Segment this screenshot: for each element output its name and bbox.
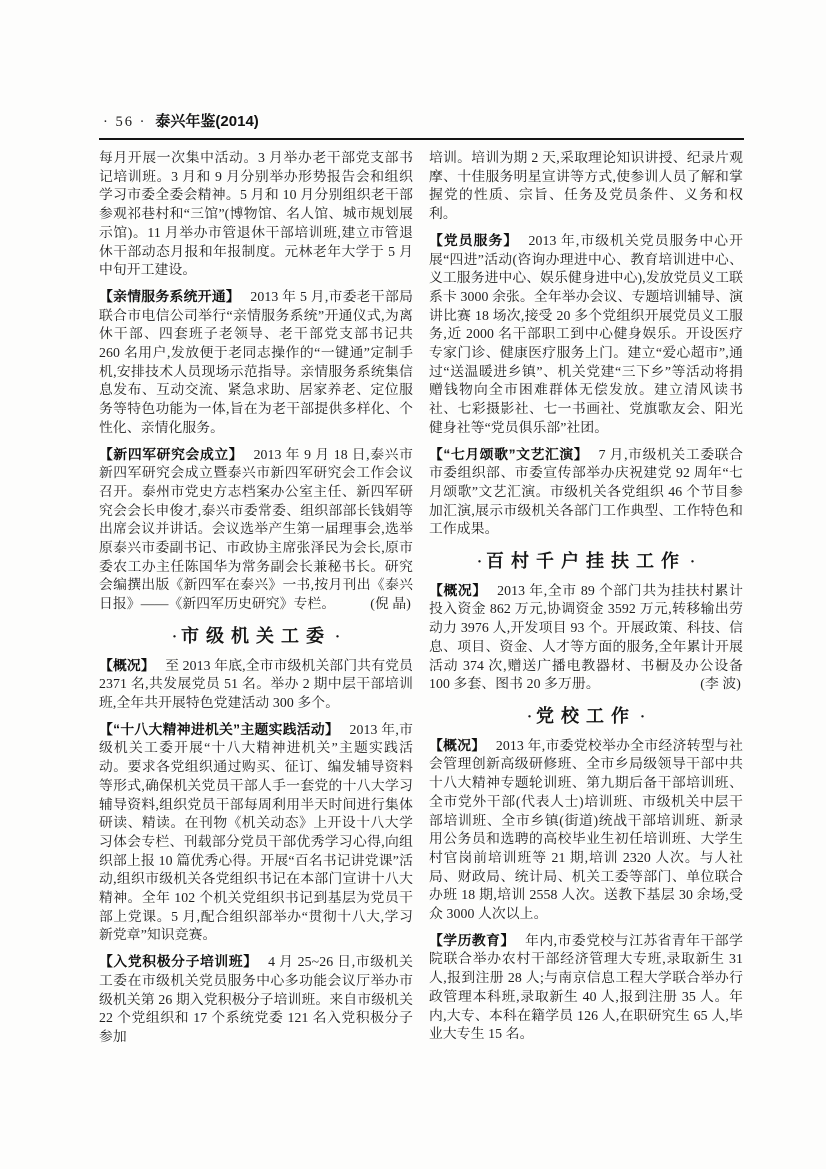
entry-label: 【学历教育】 [429, 932, 515, 948]
entry-xinsijun [99, 446, 413, 614]
entry-label: 【“七月颂歌”文艺汇演】 [429, 446, 589, 462]
entry-text: 4 月 25~26 日,市级机关工委在市级机关党员服务中心多功能会议厅举办市级机关第 26 期入党积极分子培训班。来自市级机关 22 个党组织和 17 个系统党委 121 名入党积极分子参加 [99, 954, 413, 1044]
entry-gaikuang-guafu [429, 582, 743, 694]
section-title-dangxiao-gongzuo [429, 707, 743, 727]
entry-xueli-jiaoyu [429, 932, 743, 1044]
entry-text: 2013 年 9 月 18 日,泰兴市新四军研究会成立暨泰兴市新四军研究会工作会议召开。泰州市党史方志档案办公室主任、新四军研究会会长申俊才,泰兴市委常委、组织部部长钱娟等出席会议并讲话。会议选举产生第一届理事会,选举原泰兴市委副书记、市政协主席张泽民为会长,原市委农工办主任陈国华为常务副会长兼秘书长。研究会编撰出版《新四军在泰兴》一书,按月刊出《泰兴日报》——《新四军历史研究》专栏。 [99, 446, 413, 612]
title-dot-right: · [690, 554, 696, 571]
section-title-baicun-qianhu [429, 552, 743, 572]
title-dot-right: · [335, 628, 341, 645]
section-title-text: 百村千户挂扶工作 [486, 551, 686, 572]
entry-label: 【入党积极分子培训班】 [99, 954, 258, 970]
entry-paragraph [99, 446, 413, 614]
entry-label: 【党员服务】 [429, 232, 519, 248]
entry-text: 年内,市委党校与江苏省青年干部学院联合举办农村干部经济管理大专班,录取新生 31 人,报到注册 28 人;与南京信息工程大学联合举办行政管理本科班,录取新生 40 人,报到注册 35 人。年内,大专、本科在籍学员 126 人,在职研究生 65 人,毕业大专生 15 名。 [429, 932, 743, 1042]
author-attribution: (倪 晶) [370, 596, 411, 612]
entry-text: 7 月,市级机关工委联合市委组织部、市委宣传部举办庆祝建党 92 周年“七月颂歌”文艺汇演。市级机关各党组织 46 个节目参加汇演,展示市级机关各部门工作典型、工作特色和工作成果。 [429, 446, 743, 537]
header-rule [99, 138, 744, 140]
entry-label: 【亲情服务系统开通】 [99, 288, 241, 304]
title-dot-left: · [171, 628, 177, 645]
entry-text: 2013 年,市委党校举办全市经济转型与社会管理创新高级研修班、全市乡局级领导干部中共十八大精神专题轮训班、第九期后备干部培训班、全市党外干部(代表人士)培训班、市级机关中层干部培训班、全市乡镇(街道)统战干部培训班、新录用公务员和选聘的高校毕业生初任培训班、大学生村官岗前培训班等 21 期,培训 2320 人次。与人社局、财政局、统计局、机关工委等部门、单位联合办班 18 期,培训 2558 人次。送教下基层 30 余场,受众 3000 人次以上。 [429, 737, 744, 922]
paragraph-text: 培训。培训为期 2 天,采取理论知识讲授、纪录片观摩、十佳服务明星宣讲等方式,使参训人员了解和掌握党的性质、宗旨、任务及党员条件、义务和权利。 [429, 150, 743, 222]
entry-label: 【新四军研究会成立】 [99, 446, 244, 462]
page-number: · 56 · [103, 114, 147, 130]
entry-text: 2013 年,市级机关工委开展“十八大精神进机关”主题实践活动。要求各党组织通过购买、征订、编发辅导资料等形式,确保机关党员干部人手一套党的十八大学习辅导资料,组织党员干部每周利用半天时间进行集体研读、精读。在刊物《机关动态》上开设十八大学习体会专栏、刊载部分党员干部优秀学习心得,向组织部上报 10 篇优秀心得。开展“百名书记讲党课”活动,组织市级机关各党组织书记在本部门宣讲十八大精神。全年 102 个机关党组织书记到基层为党员干部上党课。5 月,配合组织部举办“贯彻十八大,学习新党章”知识竞赛。 [99, 721, 413, 943]
entry-text: 至 2013 年底,全市市级机关部门共有党员 2371 名,共发展党员 51 名。举办 2 期中层干部培训班,全年共开展特色党建活动 300 多个。 [99, 657, 414, 710]
paragraph-text: 每月开展一次集中活动。3 月举办老干部党支部书记培训班。3 月和 9 月分别举办形势报告会和组织学习市委全委会精神。5 月和 10 月分别组织老干部参观祁巷村和“三馆”(博物馆、名人馆、城市规划展示馆)。11 月举办市管退休干部培训班,建立市管退休干部动态月报和年报制度。元林老年大学于 5 月中旬开工建设。 [99, 150, 413, 278]
title-dot-left: · [526, 709, 532, 725]
entry-text: 2013 年,全市 89 个部门共为挂扶村累计投入资金 862 万元,协调资金 3592 万元,转移输出劳动力 3976 人,开发项目 93 个。开展政策、科技、信息、项目、资金、人才等方面的服务,全年累计开展活动 374 次,赠送广播电教器材、书橱及办公设备 100 多套、图书 20 多万册。 [429, 582, 743, 692]
two-column-body [99, 149, 744, 1055]
title-dot-left: · [476, 554, 482, 571]
entry-dangyuan-fuwu [429, 232, 743, 438]
author-attribution: (李 波) [700, 676, 741, 692]
section-title-text: 市级机关工委 [181, 625, 331, 646]
entry-text: 2013 年 5 月,市委老干部局联合市电信公司举行“亲情服务系统”开通仪式,为离休干部、四套班子老领导、老干部党支部书记共 260 名用户,发放便于老同志操作的“一键通”定制手机,安排技术人员现场示范指导。亲情服务系统集信息发布、互动交流、紧急求助、居家养老、定位服务等特色功能为一体,旨在为老干部提供多样化、个性化、亲情化服务。 [99, 288, 413, 435]
title-dot-right: · [640, 709, 646, 725]
entry-label: 【“十八大精神进机关”主题实践活动】 [99, 721, 340, 737]
entry-text: 2013 年,市级机关党员服务中心开展“四进”活动(咨询办理进中心、教育培训进中心、义工服务进中心、娱乐健身进中心),发放党员义工联系卡 3000 余张。全年举办会议、专题培训辅导、演讲比赛 18 场次,接受 20 多个党组织开展党员义工服务,近 2000 名干部职工到中心健身娱乐。开设医疗专家门诊、健康医疗服务上门。建立“爱心超市”,通过“送温暖进乡镇”、机关党建“三下乡”等活动将捐赠钱物向全市困难群体无偿发放。建立清风读书社、七彩摄影社、七一书画社、党旗歌友会、阳光健身社等“党员俱乐部”社团。 [429, 232, 743, 435]
entry-gaikuang-dangxiao [429, 737, 743, 924]
entry-label: 【概况】 [429, 582, 487, 598]
continuation-paragraph [429, 149, 743, 224]
entry-rudang-jiji-fenzi [99, 953, 413, 1047]
continuation-paragraph [99, 149, 413, 280]
entry-gaikuang-jiguan [99, 657, 413, 713]
entry-label: 【概况】 [99, 657, 155, 673]
book-title: 泰兴年鉴(2014) [155, 113, 259, 130]
entry-qinqing-service [99, 288, 413, 438]
section-title-text: 党校工作 [536, 706, 636, 726]
entry-label: 【概况】 [429, 737, 486, 753]
entry-qiyue-songge [429, 446, 743, 540]
entry-shibada-jingshen [99, 721, 413, 945]
right-column [429, 149, 743, 1055]
left-column [99, 149, 413, 1055]
running-header [99, 110, 744, 138]
section-title-shiji-jiguan-gongwei [99, 627, 413, 647]
